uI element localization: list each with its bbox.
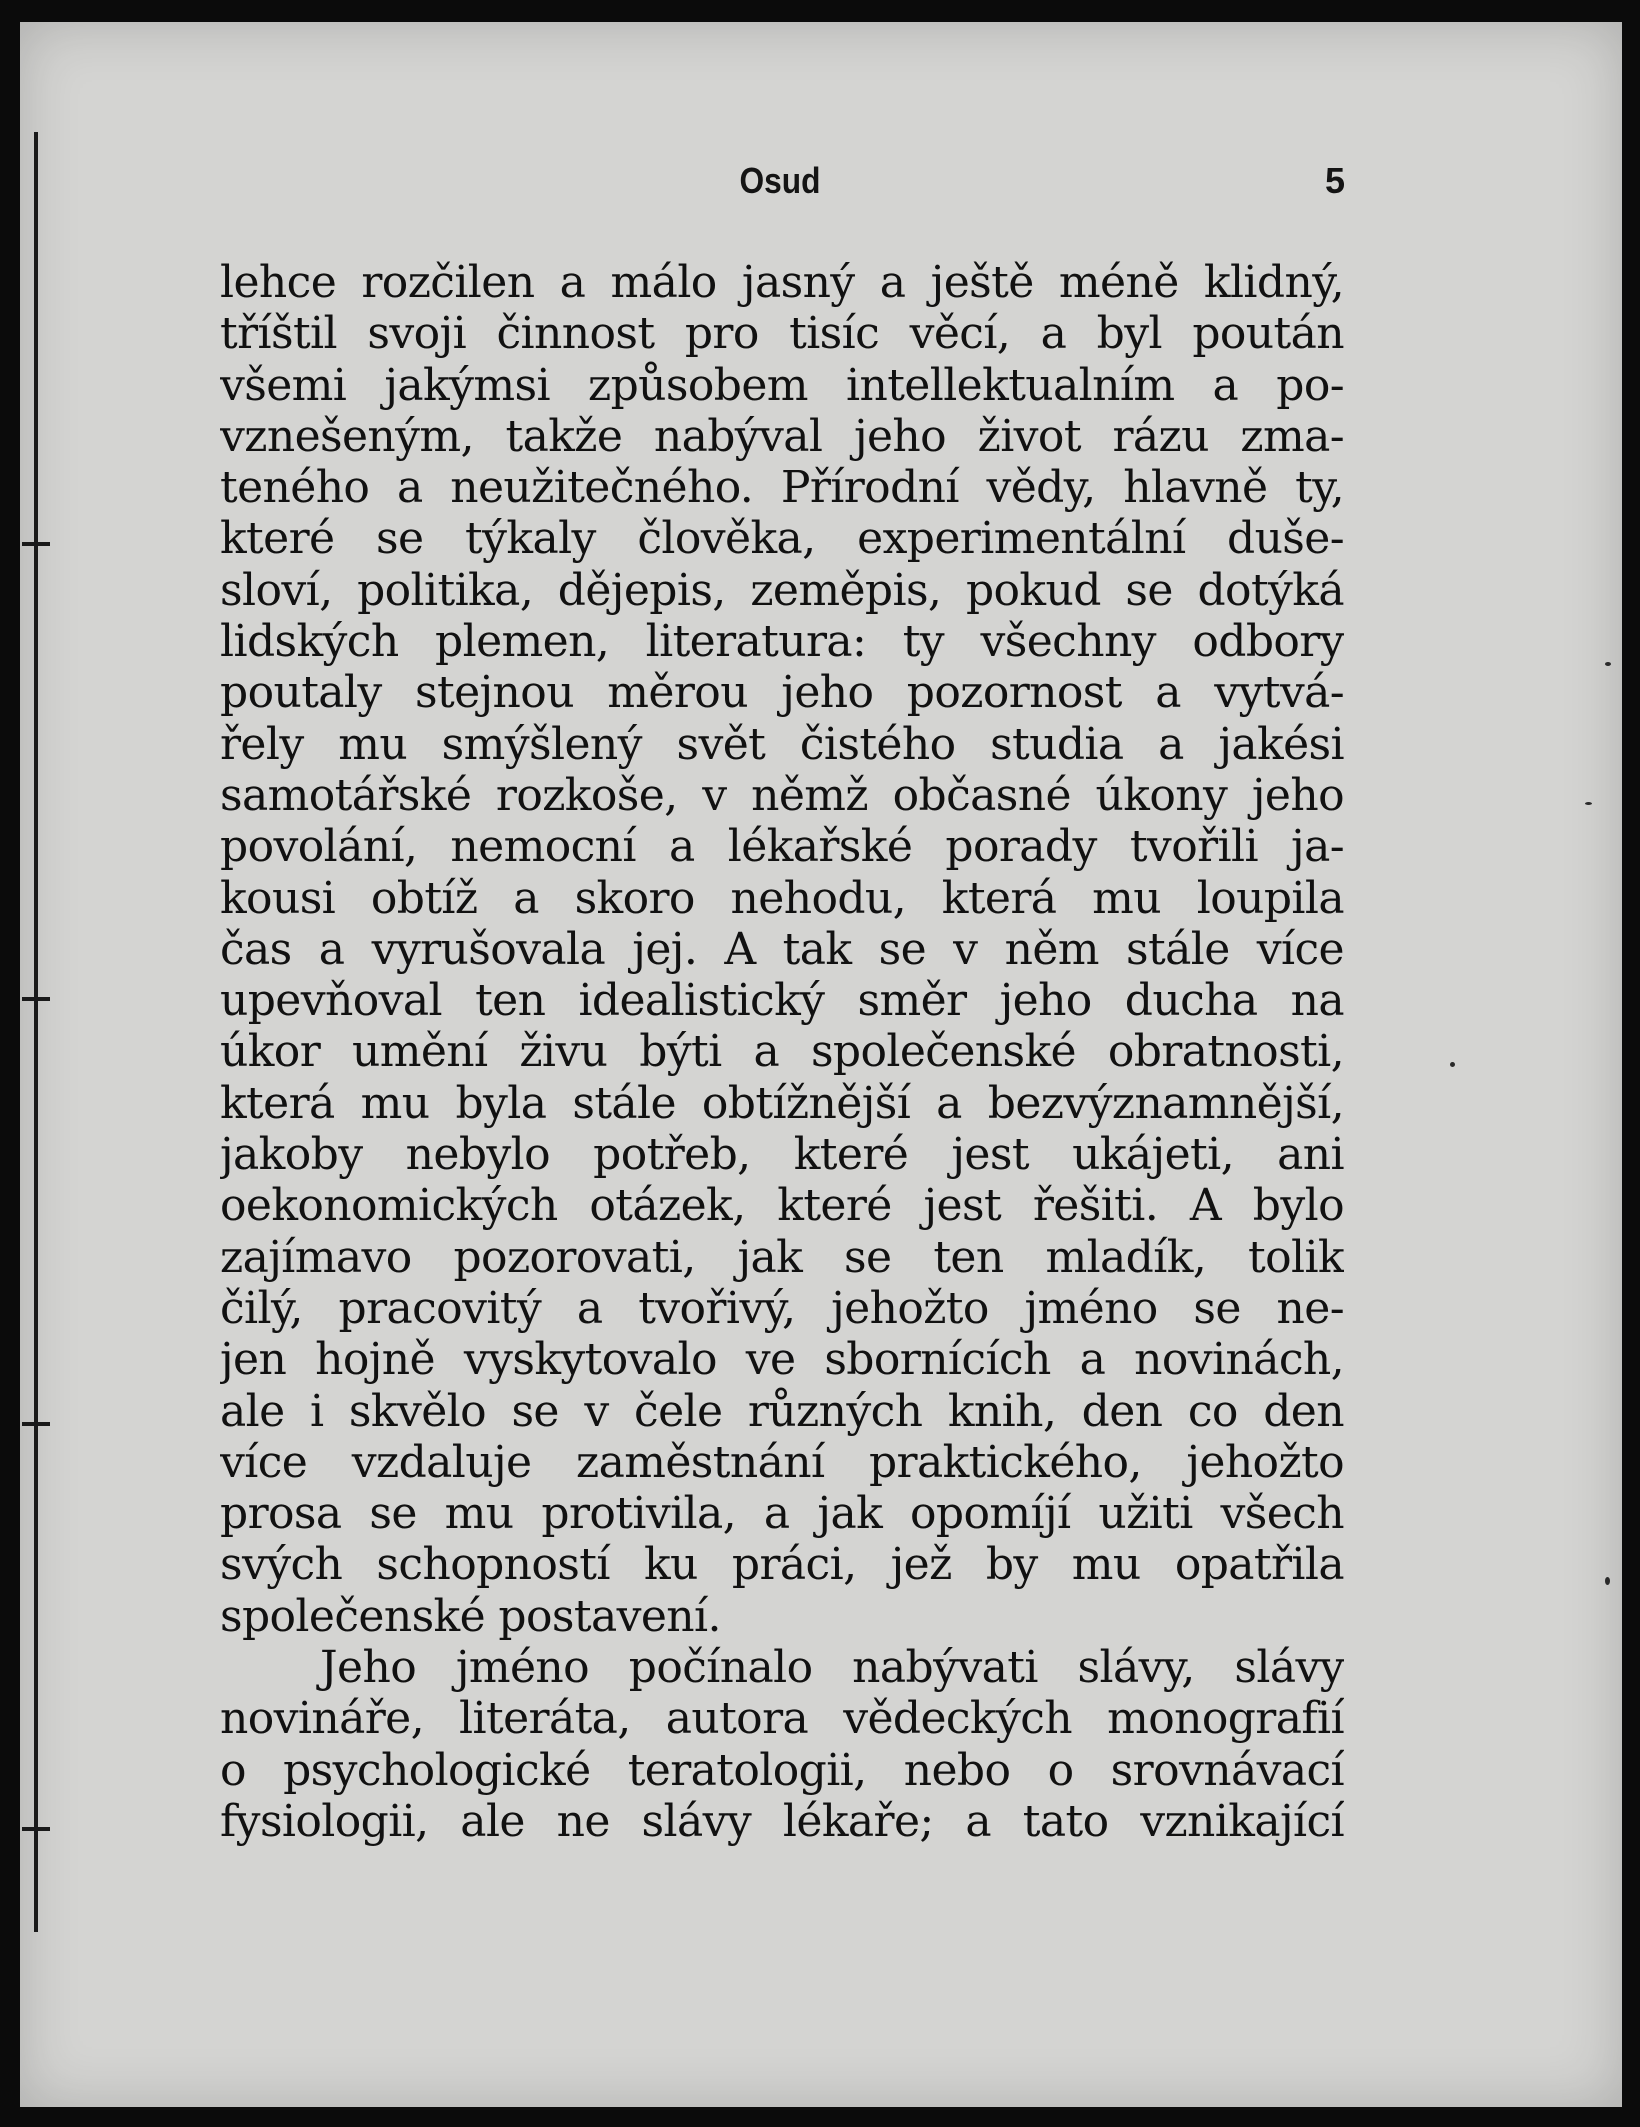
page-header (215, 160, 1345, 210)
edge-tick-mark (22, 997, 50, 1001)
text-line: novináře, literáta, autora vědeckých monografií (220, 1693, 1344, 1745)
text-line: více vzdaluje zaměstnání praktického, jehožto (220, 1436, 1344, 1488)
paragraph (220, 1642, 1344, 1847)
text-line: tříštil svoji činnost pro tisíc věcí, a byl poután (220, 308, 1344, 360)
edge-tick-mark (22, 1827, 50, 1831)
text-line: lidských plemen, literatura: ty všechny odbory (220, 616, 1344, 668)
text-line: čas a vyrušovala jej. A tak se v něm stále více (220, 923, 1344, 975)
text-line: poutaly stejnou měrou jeho pozornost a vytvá- (220, 667, 1344, 719)
paper-speck (1450, 1062, 1455, 1067)
text-line: řely mu smýšlený svět čistého studia a jakési (220, 718, 1344, 770)
text-line: povolání, nemocní a lékařské porady tvořili ja- (220, 821, 1344, 873)
text-line: o psychologické teratologii, nebo o srovnávací (220, 1744, 1344, 1796)
text-line: čilý, pracovitý a tvořivý, jehožto jméno se ne- (220, 1282, 1344, 1334)
text-line: společenské postavení. (220, 1590, 721, 1642)
text-line: prosa se mu protivila, a jak opomíjí užiti všech (220, 1488, 1344, 1540)
text-line: kousi obtíž a skoro nehodu, která mu loupila (220, 872, 1344, 924)
text-line: které se týkaly člověka, experimentální duše- (220, 513, 1344, 565)
text-line: všemi jakýmsi způsobem intellektualním a po- (220, 359, 1344, 411)
text-line: upevňoval ten idealistický směr jeho ducha na (220, 975, 1344, 1027)
text-line: oekonomických otázek, které jest řešiti. A bylo (220, 1180, 1344, 1232)
page-edge-rule (34, 132, 38, 1932)
text-line: zajímavo pozorovati, jak se ten mladík, tolik (220, 1231, 1344, 1283)
text-line: Jeho jméno počínalo nabývati slávy, slávy (320, 1642, 1344, 1694)
body-text (220, 257, 1344, 1847)
paper-speck (1605, 1577, 1610, 1585)
running-title: Osud (739, 160, 821, 201)
text-line: sloví, politika, dějepis, zeměpis, pokud se dotýká (220, 564, 1344, 616)
text-line: samotářské rozkoše, v němž občasné úkony jeho (220, 769, 1344, 821)
text-line: která mu byla stále obtížnější a bezvýznamnější, (220, 1077, 1344, 1129)
text-line: vznešeným, takže nabýval jeho život rázu zma- (220, 410, 1344, 462)
text-line: jen hojně vyskytovalo ve sbornících a novinách, (220, 1334, 1344, 1386)
paragraph (220, 257, 1344, 1642)
text-line: jakoby nebylo potřeb, které jest ukájeti, ani (220, 1129, 1344, 1181)
page-number: 5 (1324, 160, 1345, 201)
paper-speck (1585, 802, 1592, 805)
text-line: úkor umění živu býti a společenské obratnosti, (220, 1026, 1344, 1078)
edge-tick-mark (22, 1422, 50, 1426)
text-line: teného a neužitečného. Přírodní vědy, hlavně ty, (220, 462, 1344, 514)
text-line: fysiologii, ale ne slávy lékaře; a tato vznikající (220, 1795, 1344, 1847)
paper-speck (1605, 662, 1611, 666)
text-line: ale i skvělo se v čele různých knih, den co den (220, 1385, 1344, 1437)
text-line: lehce rozčilen a málo jasný a ještě méně klidný, (220, 257, 1344, 308)
edge-tick-mark (22, 542, 50, 546)
text-line: svých schopností ku práci, jež by mu opatřila (220, 1539, 1344, 1591)
